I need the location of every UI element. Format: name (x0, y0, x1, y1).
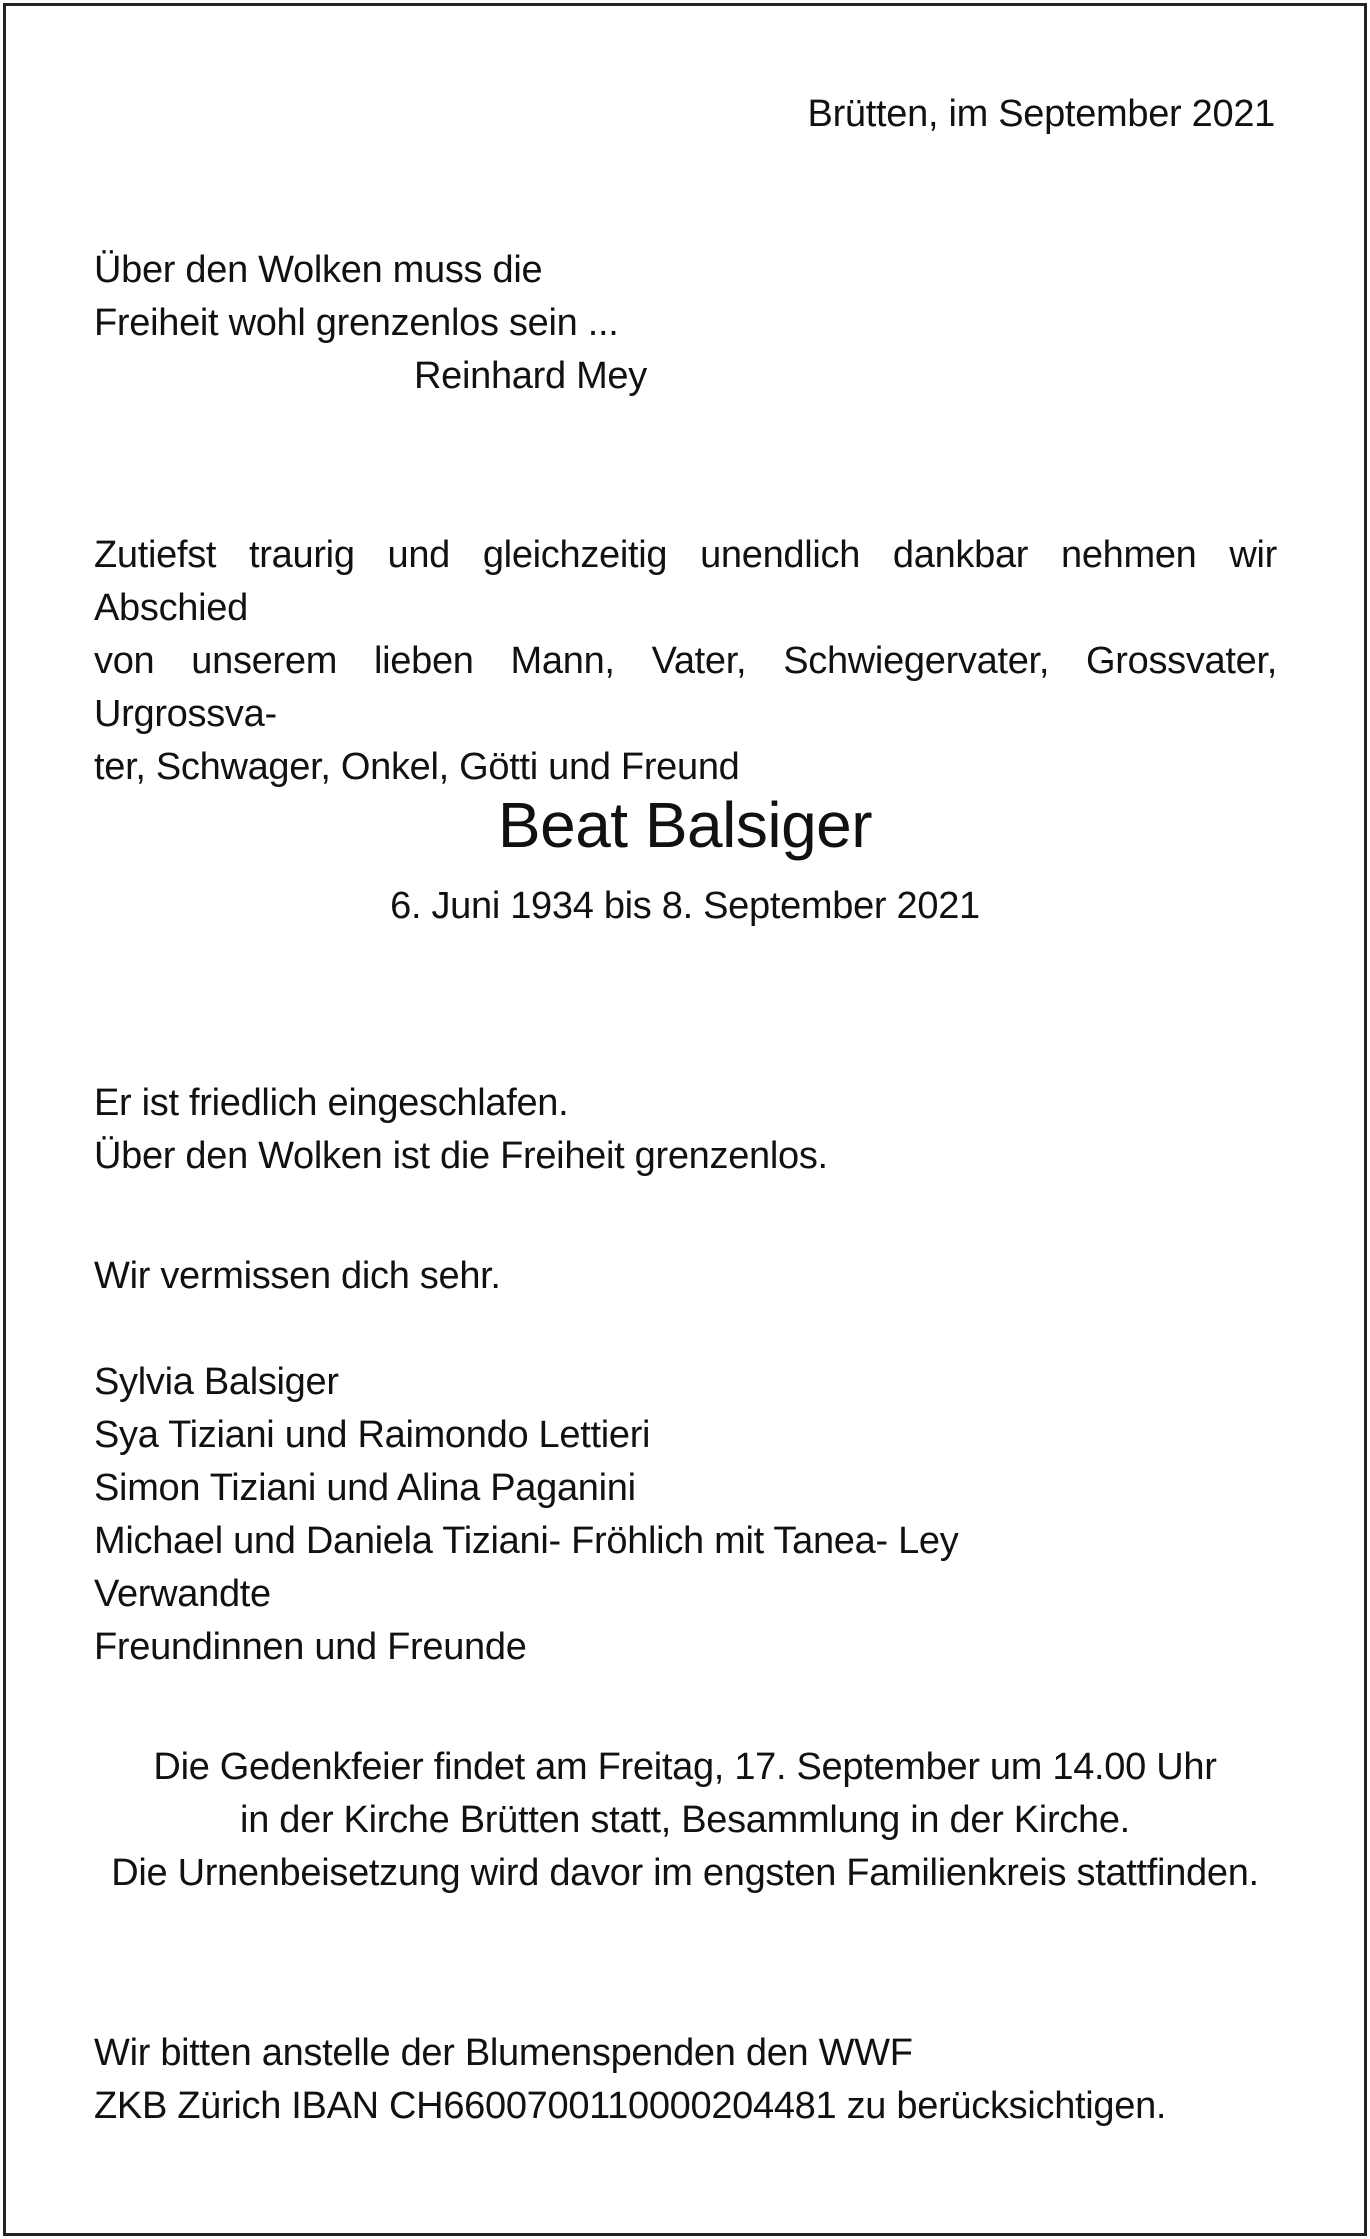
donation-request (94, 2027, 1166, 2133)
service-line: in der Kirche Brütten statt, Besammlung in der Kirche. (240, 1799, 1130, 1841)
message-line: Über den Wolken ist die Freiheit grenzenlos. (94, 1135, 828, 1177)
quote (94, 244, 618, 350)
quote-line: Freiheit wohl grenzenlos sein ... (94, 302, 619, 344)
family-list (94, 1356, 958, 1674)
family-member: Freundinnen und Freunde (94, 1626, 527, 1668)
quote-line: Über den Wolken muss die (94, 249, 543, 291)
intro-line: ter, Schwager, Onkel, Götti und Freund (94, 746, 740, 788)
service-line: Die Urnenbeisetzung wird davor im engsten Familienkreis stattfinden. (111, 1852, 1259, 1894)
family-member: Michael und Daniela Tiziani- Fröhlich mit Tanea- Ley (94, 1520, 959, 1562)
family-member: Sylvia Balsiger (94, 1361, 339, 1403)
deceased-name: Beat Balsiger (497, 789, 873, 861)
miss-line: Wir vermissen dich sehr. (94, 1255, 501, 1297)
intro-line: Zutiefst traurig und gleichzeitig unendlich dankbar nehmen wir Abschied (94, 534, 1277, 629)
donation-line: ZKB Zürich IBAN CH6600700110000204481 zu berücksichtigen. (94, 2085, 1167, 2127)
intro-line: von unserem lieben Mann, Vater, Schwiegervater, Grossvater, Urgrossva- (94, 640, 1277, 735)
message-line: Er ist friedlich eingeschlafen. (94, 1082, 569, 1124)
farewell-message (94, 1077, 828, 1183)
service-line: Die Gedenkfeier findet am Freitag, 17. September um 14.00 Uhr (153, 1746, 1217, 1788)
place-date: Brütten, im September 2021 (807, 93, 1275, 135)
intro-paragraph (94, 529, 1277, 794)
family-member: Sya Tiziani und Raimondo Lettieri (94, 1414, 651, 1456)
family-member: Verwandte (94, 1573, 271, 1615)
memorial-service-info (0, 1741, 1370, 1900)
family-member: Simon Tiziani und Alina Paganini (94, 1467, 636, 1509)
donation-line: Wir bitten anstelle der Blumenspenden den WWF (94, 2032, 913, 2074)
quote-author: Reinhard Mey (414, 355, 647, 397)
life-dates: 6. Juni 1934 bis 8. September 2021 (390, 885, 980, 927)
